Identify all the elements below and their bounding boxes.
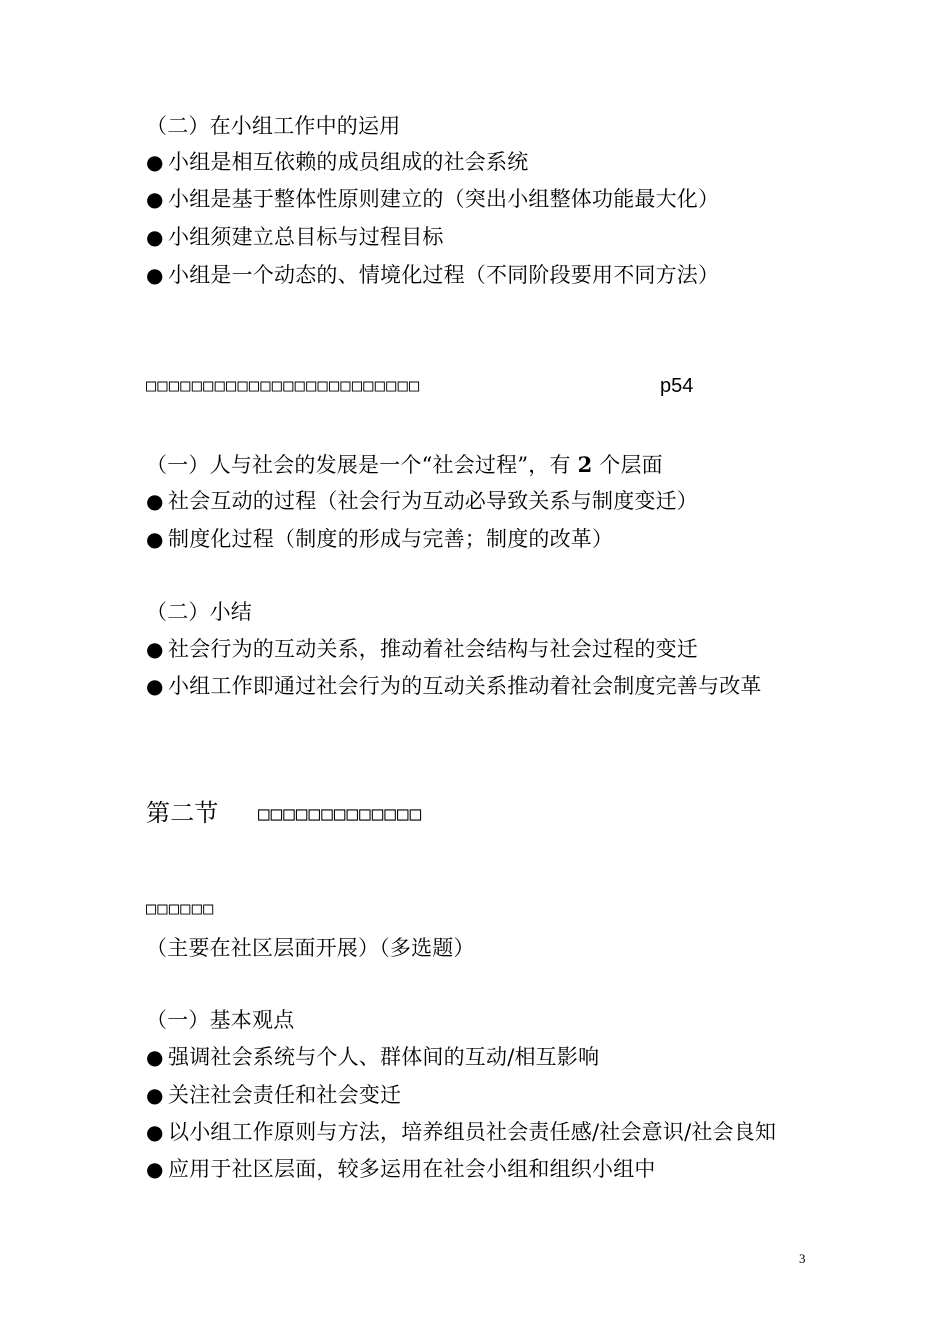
bullet-item: [146, 1119, 776, 1145]
chapter-title-garbled: □□□□□□□□□□□□□: [258, 803, 423, 825]
bullet-item: [146, 488, 698, 514]
subheading-text-end: 个层面: [599, 453, 663, 477]
bullet-item: [146, 149, 528, 175]
bullet-text: 社会行为的互动关系，推动着社会结构与社会过程的变迁: [168, 637, 698, 661]
bullet-icon: ●: [146, 1083, 164, 1107]
bullet-icon: ●: [146, 637, 164, 661]
section-note: （主要在社区层面开展）（多选题）: [146, 936, 475, 960]
section-subheading: （二）小结: [146, 600, 252, 624]
bullet-item: [146, 1156, 656, 1182]
page-number: 3: [799, 1251, 806, 1266]
bullet-item: [146, 262, 719, 288]
garbled-subheading: □□□□□□: [146, 899, 215, 919]
page-reference: p54: [660, 375, 694, 397]
bullet-text: 应用于社区层面，较多运用在社会小组和组织小组中: [168, 1157, 656, 1181]
bullet-item: [146, 673, 762, 699]
garbled-heading: □□□□□□□□□□□□□□□□□□□□□□□□: [146, 376, 421, 396]
bullet-text: 社会互动的过程（社会行为互动必导致关系与制度变迁）: [168, 489, 698, 513]
bullet-icon: ●: [146, 1157, 164, 1181]
bullet-text: 小组是相互依赖的成员组成的社会系统: [168, 150, 529, 174]
subheading-text: （一）人与社会的发展是一个“社会过程”，有: [146, 453, 571, 477]
bullet-icon: ●: [146, 1045, 164, 1069]
bullet-text: 小组是一个动态的、情境化过程（不同阶段要用不同方法）: [168, 263, 720, 287]
section-subheading: [146, 452, 663, 478]
bullet-text: 制度化过程（制度的形成与完善；制度的改革）: [168, 527, 614, 551]
bullet-icon: ●: [146, 150, 164, 174]
bullet-text: 小组是基于整体性原则建立的（突出小组整体功能最大化）: [168, 187, 720, 211]
bullet-icon: ●: [146, 263, 164, 287]
bullet-text: 关注社会责任和社会变迁: [168, 1083, 402, 1107]
bullet-item: [146, 1082, 401, 1108]
bullet-icon: ●: [146, 527, 164, 551]
bullet-item: [146, 1044, 599, 1070]
bullet-text: 强调社会系统与个人、群体间的互动/相互影响: [168, 1045, 600, 1069]
bullet-icon: ●: [146, 225, 164, 249]
subheading-number: 2: [577, 452, 593, 477]
bullet-text: 小组工作即通过社会行为的互动关系推动着社会制度完善与改革: [168, 674, 762, 698]
bullet-item: [146, 636, 698, 662]
bullet-item: [146, 224, 444, 250]
bullet-text: 以小组工作原则与方法，培养组员社会责任感/社会意识/社会良知: [168, 1120, 777, 1144]
bullet-item: [146, 526, 613, 552]
bullet-item: [146, 186, 719, 212]
bullet-icon: ●: [146, 187, 164, 211]
bullet-text: 小组须建立总目标与过程目标: [168, 225, 444, 249]
bullet-icon: ●: [146, 674, 164, 698]
section-subheading: （一）基本观点: [146, 1008, 295, 1032]
bullet-icon: ●: [146, 1120, 164, 1144]
bullet-icon: ●: [146, 489, 164, 513]
section-subheading: （二）在小组工作中的运用: [146, 114, 401, 138]
chapter-label: 第二节: [146, 799, 219, 827]
